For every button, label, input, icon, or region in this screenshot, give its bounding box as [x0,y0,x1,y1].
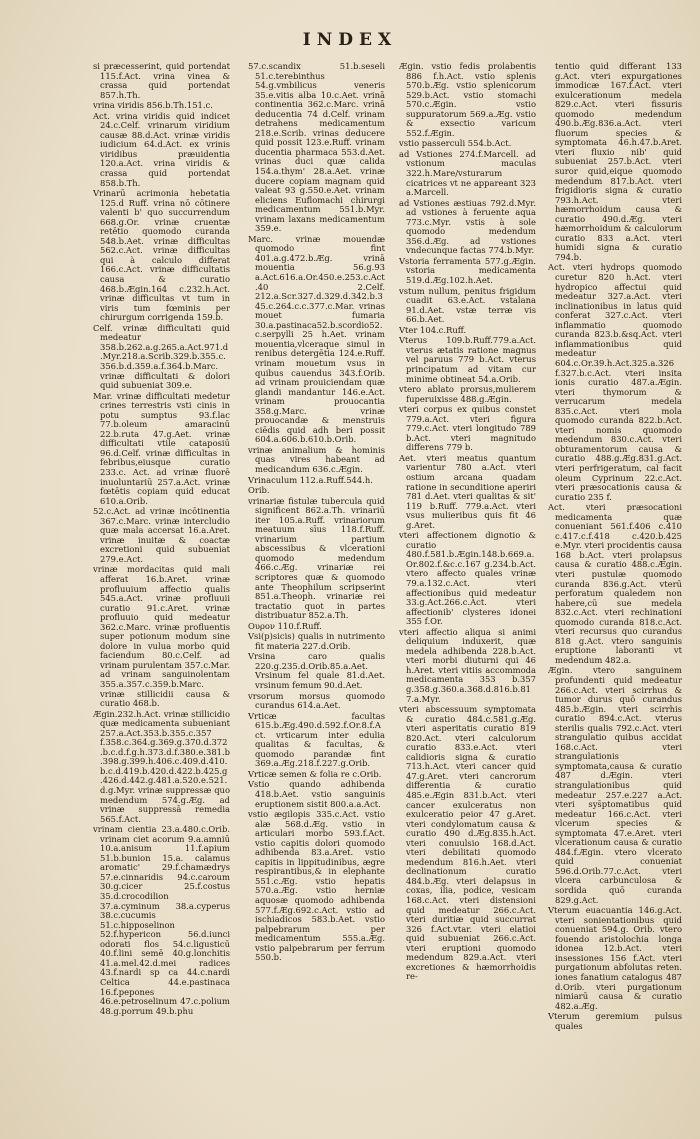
index-entry: Vter 104.c.Ruff. [399,324,467,335]
index-column-2 [248,62,385,1112]
index-entry: si præcesserint, quid portendat 115.f.Act. vrina vinea & crassa quid portendat 857.h.Th. [93,62,230,100]
index-column-4 [548,62,682,1112]
index-entry: vteri abscessuum symptomata & curatio 484.c.581.g.Æg. vteri asperitatis curatio 819 820.Act. vteri calculorum curatio 833.e.Act. vteri calidioris signa & curatio 713.h.Act. vteri cancer quid 47.g.Aret. vteri cancrorum differentia & curatio 485.e.Ægin 831.b.Act. vteri cancer exulceratus non exulceratio peior 47 g.Aret. vteri condylomatum causa & curatio 490 d.Æg.835.h.Act. vteri conuulsio 168.d.Act. vteri debilitati quomodo medendum 816.h.Aet. vteri declinationum curatio 484.b.Æg. vteri delapsus in coxas, ilia, podice, vesicam 168.c.Act. vteri distensioni quid medeatur 266.c.Act. vteri duritiæ quid succurrat 326 f.Act.vtar. vteri elatioi quid subueniat 266.c.Act. vteri eruptioni quomodo medendum 829.a.Act. vteri excretiones & hæmorrhoidis re- [399,704,536,982]
index-entry: vrina viridis 856.b.Th.151.c. [93,100,213,111]
index-entry: Mar. vrinæ difficultati medetur crines terrestris vsti cinis in potu sumptus 93.f.lac 77.b.oleum amaracinū 22.b.ruta 47.g.Aet. vrinæ difficultati vtile cataposiū 96.d.Celf. vrinæ difficultas in febribus,eiusque curatio 233.c. Act. ad vrinæ fluorē inuoluntariū 257.a.Act. vrinæ fœtētis copiam quid educat 610.a.Orib. [93,390,230,506]
index-entry: Vrsina caro qualis 220.g.235.d.Orib.85.a.Aet. Vrsinum fel quale 81.d.Aet. vrsinum femum 90.d.Aet. [248,651,385,690]
index-entry: Act. vteri præsocationi medicamenta quæ conueniant 561.f.406 c.410 c.417.c.f.418 c.420.b.425 e.Myr. vteri procidentis causa 168 b.Act. vteri prolapsus causa & curatio 488.c.Ægin. vteri pustulæ quomodo curanda 836.g.Act. vterū perforatum qualedem non habere,cū sue medela 832.c.Act. vteri rechinationi quomodo curanda 818.c.Act. vteri recursus quo curandus 818 g.Act. vtero sanguinis eruptione laboranti vt medendum 482.a. [548,502,682,665]
index-entry: Celf. vrinæ difficultati quid medeatur 358.b.262.a.g.265.a.Act.971.d.Myr.218.a.Scrib.329.b.355.c.356.b.d.359.a.f.364.b.Marc. vrinæ difficultati & dolori quid subueniat 309.e. [93,322,230,391]
index-entry: Vrticæ semen & folia re c.Orib. [248,768,382,779]
index-entry: 52.c.Act. ad vrinæ incōtinentia 367.c.Marc. vrinæ intercludio quæ mala accersat 16.a.Aret. vrinæ inuitæ & coactæ excretioni quid subueniat 279.e.Act. [93,506,230,564]
index-entry: 57.c.scandix 51.b.seseli 51.c.terebinthus 54.g.vmbilicus veneris 35.e.vitis alba 10.c.Aet. vrinā continentia 362.c.Marc. vrinā deducentia 74 d.Celf. vrinam detrahens medicamentum 218.e.Scrib. vrinas deducere quid possit 123.e.Ruff. vrinam ducentia pharmaca 553.d.Aet. vrinas duci quæ calida 154.a.thym' 28.a.Aet. vrinæ ducere copiam magnam quid valeat 93 g.550.e.Aet. vrinam eliciens Euflomachi chirurgi medicamentum 551.b.Myr. vrinam laxans medicamentum 359.e. [248,62,385,234]
index-entry: Vstoria ferramenta 577.g.Ægin. vstoria medicamenta 519.d.Æg.102.h.Aet. [399,255,536,286]
index-entry: vteri affectionem dignotio & curatio 480.f.581.b.Ægin.148.b.669.a.Or.802.f.&c.c.167 g.234.b.Act. vtero affecto quales vrinæ 79.a.132.c.Act. vteri affectionibus quid medeatur 33.g.Act.266.c.Act. vteri affectionib' clysteres idonei 355 f.Or. [399,530,536,627]
index-entry: Vsi(p)sicis) qualis in nutrimento fit materia 227.d.Orib. [248,631,385,651]
index-entry: ad Vstiones 274.f.Marcell. ad vstionum maculas 322.h.Mare/vsturarum cicatrices vt ne appareant 323 a.Marcell. [399,148,536,198]
index-entry: Vterum geremium pulsus quales [548,1011,682,1031]
index-entry: vrinæ animalium & hominis quas vires habeant ad medicandum 636.c.Ægin. [248,444,385,474]
index-entry: vstio ægilopis 335.c.Act. vstio alæ 568.d.Æg. vstio in articulari morbo 593.f.Act. vstio capitis dolori quomodo adhibenda 83.a.Aret. vstio capitis in lippitudinibus, ægre respirantibus,& in elephante 551.c.Æg. vstio hepatis 570.a.Æg. vstio herniæ aquosæ quomodo adhibenda 577.f.Æg.692.c.Act. vstio ad ischiadicos 583.b.Aet. vstio palpebrarum per medicamentum 555.a.Æg. vstio palpebrarum per ferrum 550.b. [248,809,385,963]
index-entry: Vterus 109.b.Ruff.779.a.Act. vterus ætatis ratione magnus vel paruus 779 b.Act. vterus principatum ad vitam cur minime obtineat 54.a.Orib. [399,335,536,384]
index-entry: vstio passerculi 554.b.Act. [399,138,512,149]
index-entry: Act. vteri hydrops quomodo curetur 820 h.Act. vteri hydropico affectui quid medeatur 327.a.Act. vteri inclinationibus in latus quid conferat 327.c.Act. vteri inflammatio quomodo curanda 823.b.&sq.Act. vteri inflammationibus quid medeatur 604.c.Or.39.h.Act.325.a.326 f.327.b.c.Act. vteri insita ionis curatio 487.a.Ægin. vteri thymorum & verrucarum medela 835.c.Act. vteri mola quomodo curanda 822.b.Act. vteri nomis quomodo medendum 830.c.Act. vteri obturamentorum causa & curatio 488.g.Æg.831.g.Act. vteri perfrigeratum, cal facit oleum Cyprinum 22.c.Act. vteri præsocationis causa & curatio 235 f. [548,262,682,502]
index-entry: Orib. [248,485,270,496]
index-entry: vteri corpus ex quibus constet 779.a.Act. vteri figura 779.c.Act. vteri longitudo 789 b.Act. vteri magnitudo differens 779 b. [399,404,536,453]
index-entry: Vrinaculum 112.a.Ruff.544.h. [248,474,373,485]
index-entry: Ægin.232.h.Act. vrinæ stillicidio quæ medicamenta subueniant 257.a.Act.353.b.355.c.357 f.358.c.364.g.369.g.370.d.372.b.c.d.f.g.h.373.d.f.380.e.381.b.398.g.399.h.406.c.409.d.410.b.c.d.419.b.420.d.422.b.425.g.426.d.442.g.481.a.520.e.521.d.g.Myr. vrinæ suppressæ quo medendum 574.g.Æg. ad vrinæ suppressā remedia 565.f.Act. [93,708,230,824]
index-entry: Vterum euacuantia 146.g.Act. vteri sonientationibus quid conueniat 594.g. Orib. vtero fouendo aristolochia longa idonea 12.b.Act. vteri insessiones 156 f.Act. vteri purgationum abfolutas reten. iones fanatium catalogus 487 d.Orib. vteri purgationum nimiarū causa & curatio 482.a.Æg. [548,905,682,1011]
index-entry: vstum nullum, penitus frigidum cuadit 63.e.Act. vstalana 91.d.Aet. vstæ terræ vis 66.b.Aet. [399,285,536,325]
index-entry: Ægin. vtero sanguinem profundenti quid medeatur 266.c.Act. vteri scirrhus & tumor durus quō curandus 485.b.Ægin. vteri scirrhis curatio 894.c.Act. vterus sterilis qualis 792.c.Act. vteri strangulatio quibus accidat 168.c.Act. vteri strangulationis symptomata,causa & curatio 487 d.Ægin. vteri strangulationibus quid medeatur 257.e.227 a.Act. vteri sys̄ptomatibus quid medeatur 166.c.Act. vteri vlcerum species & symptomata 47.e.Aret. vteri vlcerationum causa & curatio 484.f.Ægin. vtero vlcerato quid conueniat 596.d.Orib.77.c.Act. vteri vlcera carbunculosa & sordida quō curanda 829.g.Act. [548,665,682,905]
index-entry: vtero ablato prorsus,mulierem fuperuixisse 488.g.Ægin. [399,384,536,404]
index-entry: Aet. vteri meatus quantum varientur 780 a.Act. vteri ostium arcana quadam ratione in secunditione aperiri 781 d.Aet. vteri qualitas & sit' 119 b.Ruff. 779.a.Act. vteri vsus mulieribus quis fit 46 g.Aret. [399,452,536,530]
index-entry: Ægin. vstio fedis prolabentis 886 f.h.Act. vstio splenis 570.b.Æg. vstio splenicorum 529.b.Act. vstio stomachi 570.c.Ægin. vstio suppuratorum 569.a.Æg. vstio & exsectio varicum 552.f.Ægin. [399,62,536,138]
index-entry: ad Vstiones æstiuas 792.d.Myr. ad vstiones à feruente aqua 773.c.Myr. vstis à sole quomodo medendum 356.d.Æg. ad vstiones vndecunque factas 774.b.Myr. [399,197,536,256]
index-column-3 [399,62,536,1112]
index-entry: vrsorum morsus quomodo curandus 614.a.Aet. [248,690,385,711]
index-column-1 [93,62,230,1112]
index-entry: Marc. vrinæ mouendæ quomodo fint 401.a.g.472.b.Æg. vrinā mouentia 56.g.93 a.Act.616.a.Or.450.e.253.c.Act.40 2.Celf. 212.a.Scr.327.d.329.d.342.b.345.c.264.c.c.377.c.Mar. vrinas mouet fumaria 30.a.pastinaca52.b.scordio52.c.serpylli 25 h.Aet. vrinam mouentia,vlceraque simul in renibus detergētia 124.e.Ruff. vrinam mouetum vsus in quibus cauendus 343.f.Orib. ad vrinam prouiciendam quæ glandi mandantur 146.e.Act. vrinam prouocantia 358.g.Marc. vrinæ prouocandæ & menstruis ciēdis quid adh beri possit 604.a.606.b.610.b.Orib. [248,233,385,445]
index-entry: Vstio quando adhibenda 418.b.Aet. vstio sanguinis eruptionem sistit 800.a.a.Act. [248,779,385,809]
page-title: INDEX [302,30,398,50]
index-entry: vrinam cientia 23.a.480.c.Orib. vrinam ciet acorum 9.a.amniū 10.a.anisum 11.f.apium 51.b.bunion 15.a. calamus aromatic' 29.f.chamædrys 57.e.cinnaridis 94.c.caroum 30.g.cicer 25.f.costus 35.d.crocodilion 37.a.cyminum 38.a.cyperus 38.c.cucumis 51.c.hipposelinon 52.f.hypericon 56.d.iunci odorati flos 54.c.ligusticū 40.f.lini semē 40.g.lonchitis 41.a.mel.42.d.mei radices 43.f.nardi sp ca 44.c.nardi Celtica 44.e.pastinaca 16.f.pepones 46.e.petroselinum 47.c.polium 48.g.porrum 49.b.phu [93,824,230,1016]
index-entry: vrinariæ fistulæ tubercula quid significent 862.a.Th. vrinariū iter 105.a.Ruff. vrinariorum meatuum sīus 118.f.Ruff. vrinarium partium abscessibus & vlcerationi quomodo medendum 466.c.Æg. vrinariæ rei scriptores quæ & quomodo ante Theophilum scripserint 851.a.Theoph. vrinariæ rei tractatio quot in partes distribuatur 852.a.Th. [248,495,385,621]
index-entry: vteri affectio aliqua si animi deliquium induxerit, quæ medela adhibenda 228.b.Act. vteri morbi diuturni qui 46 h.Aret. vteri vitiis accommoda medicamenta 353 b.357 g.358.g.360.a.368.d.816.b.817.a.Myr. [399,626,536,704]
index-entry: Act. vrina viridis quid indicet 24.c.Celf. vrinarum viridium causæ 88.d.Act. vrinæ viridis iudicium 64.d.Act. ex vrinis viridibus præuidentia 120.a.Act. vrina viridis & crassa quid portendat 858.b.Th. [93,110,230,188]
index-entry: Vrinarū acrimonia hebetatia 125.d Ruff. vrina nō cōtinere valenti b' quo succurrendum 668.g.Or. vrinæ cruentæ retētio quomodo curanda 548.b.Aet. vrinæ difficultas 562.c.Act. vrinæ difficultas qui à calculo differat 166.c.Act. vrinæ difficultatis causa & curatio 468.b.Ægin.164 c.232.h.Act. vrinæ difficultas vt tum in viris tum fœminis per chirurgum corrigenda 159.b. [93,188,230,323]
index-entry: Vrticæ facultas 615.b.Æg.490.d.592.f.Or.8.f.Act. vrticarum inter edulia qualitas & facultas, & quomodo parandæ fint 369.a.Æg.218.f.227.g.Orib. [248,710,385,769]
index-entry: Ουρον 110.f.Ruff. [248,620,322,631]
index-entry: tentio quid differant 133 g.Act. vteri expurgationes immodicæ 167.f.Act. vteri exulcerationum medela 829.c.Act. vteri fissuris quomodo medendum 490.b.Æg.836.a.Act. vteri fluorum species & symptomata 46.h.47.b.Aret. vteri fluxio nib' quid subueniat 257.b.Act. vteri suror quid,eique quomodo medendum 817.b.Act. vteri frigidioris signa & curatio 793.h.Act. vteri hæmorrhoidum causa & curatio 490.d.Æg. vteri hæmorrhoidum & calculorum curatio 833 a.Act. vteri humidi signa & curatio 794.b. [555,62,682,262]
index-entry: vrinæ mordacitas quid mali afferat 16.b.Aret. vrinæ profluuium affectio qualis 545.a.Act. vrinæ profluuii curatio 91.c.Aret. vrinæ profluuio quid medeatur 362.c.Marc. vrinæ profluentis super potionum modum sine dolore in vulua morbo quid faciendum 80.c.Celf. ad vrinam purulentam 357.c.Mar. ad vrinam sanguinolentam 355.a.357.c.359.b.Marc. vrinæ stillicidii causa & curatio 468.b. [93,564,230,709]
